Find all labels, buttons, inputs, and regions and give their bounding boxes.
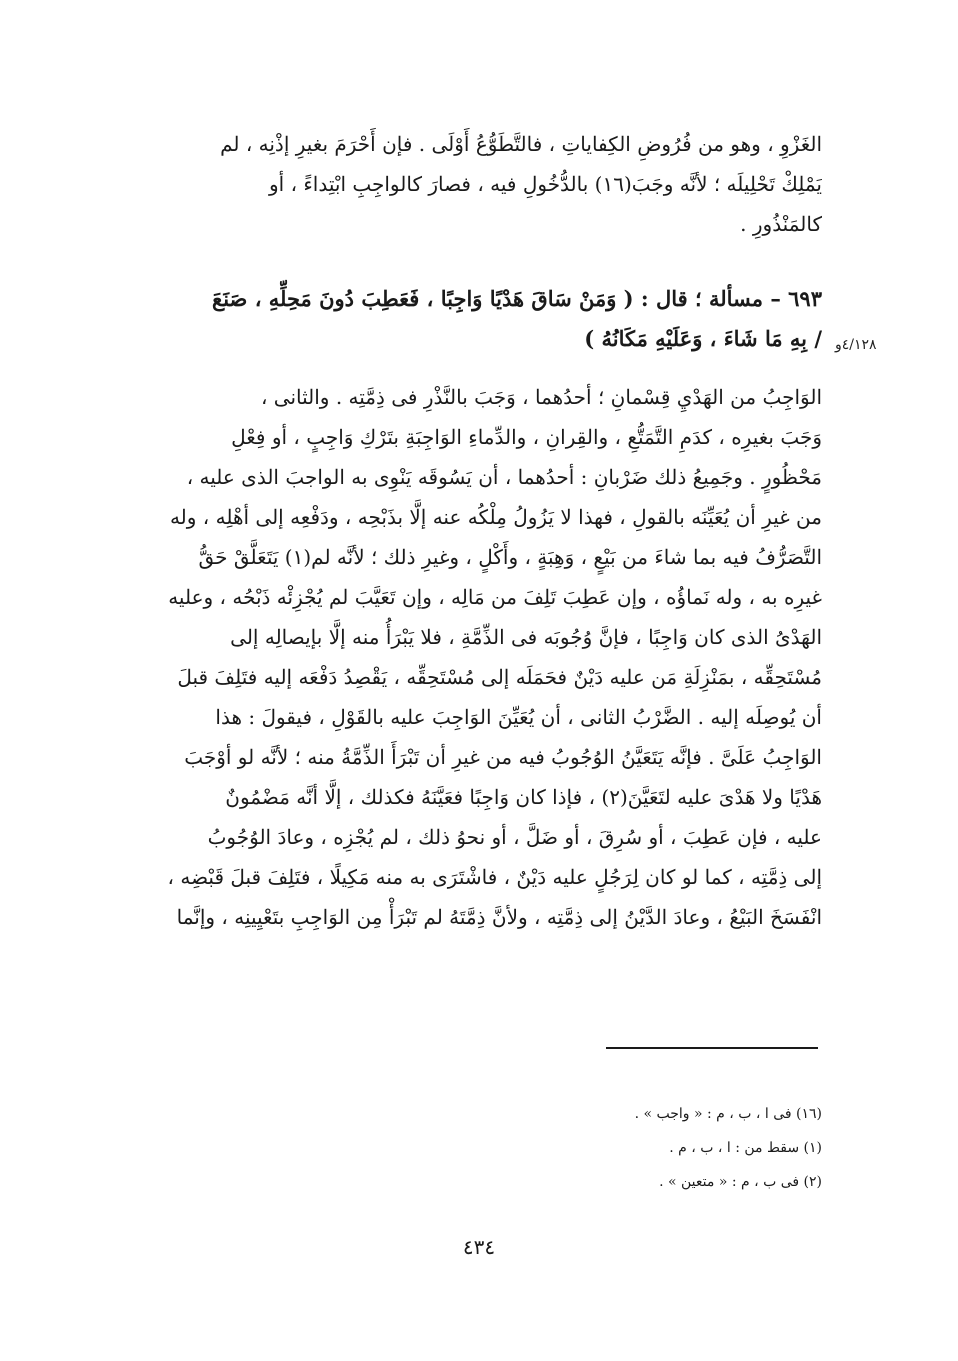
text-line: الغَزْوِ ، وهو من فُرُوضِ الكِفاياتِ ، فالتَّطَوُّعُ أَوْلَى . فإن أَحْرَمَ بغيرِ إذْنِه ، لم	[220, 132, 822, 156]
text-line: يَمْلِكْ تَحْلِيلَه ؛ لأنَّه وجَبَ(١٦) بالدُّخُولِ فيه ، فصارَ كالواجِبِ ابْتِداءً ، أو	[269, 172, 822, 196]
text-line: الوَاجِبُ عَلَىَّ . فإنَّه يَتَعَيَّنُ الوُجُوبُ فيه من غيرِ أن تَبْرَأَ الذِّمَّةُ منه ؛ لأنَّه لو أوْجَبَ	[184, 745, 822, 769]
text-line: هَدْيًا ولا هَدْىَ عليه لتَعَيَّنَ(٢) ، فإذا كان وَاجِبًا فعَيَّنَهُ فكذلك ، إلَّا أنَّه مَضْمُونٌ	[225, 785, 822, 809]
paragraph-continuation	[140, 124, 822, 244]
text-line: وَجَبَ بغيرِه ، كدَمِ التَّمَتُّعِ ، والقِرانِ ، والدِّماءِ الوَاجِبَةِ بتَرْكِ وَاجِبٍ ، أو فِعْلِ	[231, 425, 822, 449]
page-number: ٤٣٤	[462, 1235, 496, 1259]
text-line: من غيرِ أن يُعَيِّنَه بالقولِ ، فهذا لا يَزُولُ مِلْكُه عنه إلَّا بذَبْحِه ، ودَفْعِه إلى أهْلِه ، وله	[169, 505, 822, 529]
text-line: كالمَنْذُورِ .	[740, 212, 822, 236]
footnote: (١٦) فى ا ، ب ، م : « واجب » .	[634, 1106, 822, 1122]
text-line: إلى ذِمَّتِه ، كما لو كان لِرَجُلٍ عليه دَيْنٌ ، فاشْتَرَى به منه مَكِيلًا ، فتَلِفَ قبلَ قَبْضِه ،	[167, 865, 822, 889]
text-line: مُسْتَحِقِّه ، بمَنْزِلَةِ مَن عليه دَيْنٌ فحَمَلَه إلى مُسْتَحِقِّه ، يَقْصِدُ دَفْعَه إليه فتَلِفَ قبلَ	[177, 665, 822, 689]
margin-folio-reference: ٤/١٢٨و	[835, 337, 877, 353]
text-line: غيرِه به ، وله نَماؤُه ، وإن عَطِبَ تَلِفَ من مَالِه ، وإن تَعَيَّبَ لم يُجْزِئْه ذَبْحُه ، وعليه	[168, 585, 822, 609]
footnote-separator	[606, 1047, 818, 1049]
footnote: (٢) فى ب ، م : « متعين » .	[659, 1174, 822, 1190]
text-line: انْفَسَخَ البَيْعُ ، وعادَ الدَّيْنُ إلى ذِمَّتِه ، ولأنَّ ذِمَّتَهُ لم تَبْرَأْ مِن الوَاجِبِ بتَعْيِينِه ، وإنَّما	[176, 905, 822, 929]
text-line: أن يُوصِلَه إليه . الضَّرْبُ الثانى ، أن يُعَيِّنَ الوَاجِبَ عليه بالقَوْلِ ، فيقولَ : هذا	[215, 705, 822, 729]
text-line: مَحْظُورٍ . وجَمِيعُ ذلك ضَرْبانِ : أحدُهما ، أن يَسُوقَه يَنْوِى به الواجبَ الذى عليه ،	[186, 465, 822, 489]
text-line: الوَاجِبُ من الهَدْيِ قِسْمانِ ؛ أحدُهما ، وَجَبَ بالنَّذْرِ فى ذِمَّتِه . والثانى ،	[260, 385, 822, 409]
text-line: الهَدْىُ الذى كان وَاجِبًا ، فإنَّ وُجُوبَه فى الذِّمَّةِ ، فلا يَبْرَأُ منه إلَّا بإيصالِه إلى	[230, 625, 822, 649]
issue-line: ٦٩٣ – مسألة ؛ قال : ( وَمَنْ سَاقَ هَدْيًا وَاجِبًا ، فَعَطِبَ دُونَ مَحِلِّهِ ، صَنَعَ	[212, 286, 822, 311]
footnote: (١) سقط من : ا ، ب ، م .	[669, 1140, 822, 1156]
text-line: عليه ، فإن عَطِبَ ، أو سُرِقَ ، أو ضَلَّ ، أو نحوُ ذلك ، لم يُجْزِه ، وعادَ الوُجُوبُ	[207, 825, 822, 849]
main-paragraph	[140, 377, 822, 937]
footnotes	[560, 1097, 822, 1199]
issue-heading	[140, 279, 822, 359]
text-line: التَّصَرُّفُ فيه بما شاءَ من بَيْعٍ ، وَهِبَةٍ ، وأَكْلٍ ، وغيرِ ذلك ؛ لأنَّه لم(١) يَتَعَلَّقْ حَقُّ	[198, 545, 822, 569]
issue-line: / بِهِ مَا شَاءَ ، وَعَلَيْهِ مَكَانُهُ )	[584, 326, 822, 351]
